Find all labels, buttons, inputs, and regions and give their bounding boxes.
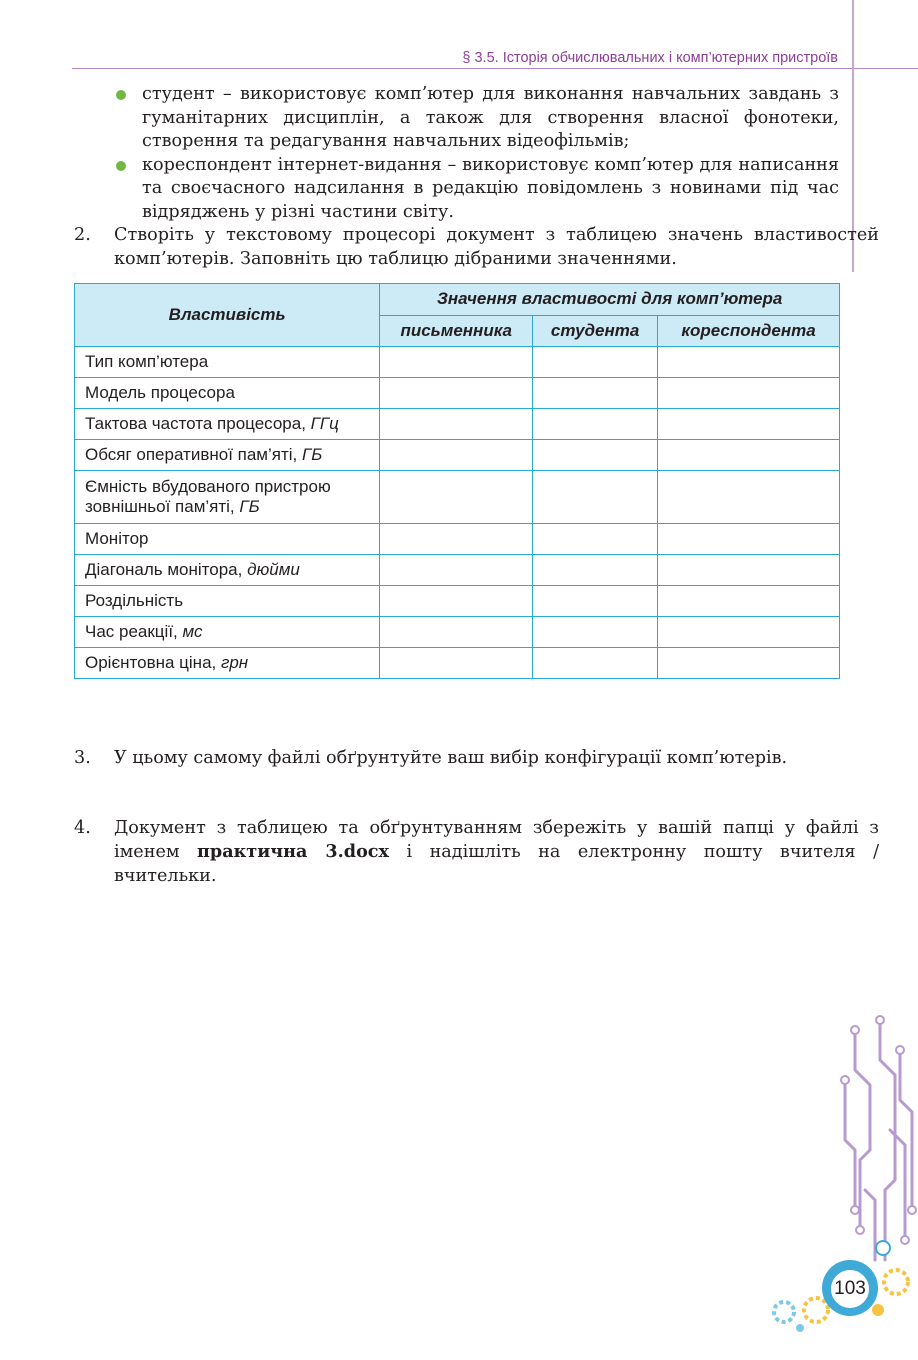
header-property: Властивість <box>75 284 380 347</box>
empty-cell <box>533 586 658 617</box>
empty-cell <box>658 440 840 471</box>
property-label: Монітор <box>75 524 380 555</box>
table-row <box>75 555 840 586</box>
empty-cell <box>533 409 658 440</box>
empty-cell <box>658 648 840 679</box>
property-label: Час реакції, мс <box>75 617 380 648</box>
empty-cell <box>533 524 658 555</box>
table-row <box>75 347 840 378</box>
empty-cell <box>380 555 533 586</box>
table-row <box>75 378 840 409</box>
step-text: У цьому самому файлі обґрунтуйте ваш вибір конфігурації комп’ютерів. <box>114 748 788 769</box>
bullet-text: кореспондент інтернет-видання – використовує комп’ютер для написання та своєчасного надсилання в редакцію повідомлень з новинами під час відряджень у різні частини світу. <box>142 154 839 222</box>
empty-cell <box>380 347 533 378</box>
properties-table <box>74 283 840 679</box>
property-label: Обсяг оперативної пам’яті, ГБ <box>75 440 380 471</box>
empty-cell <box>658 471 840 524</box>
table-row <box>75 471 840 524</box>
header-writer: письменника <box>380 315 533 347</box>
empty-cell <box>380 648 533 679</box>
empty-cell <box>533 378 658 409</box>
empty-cell <box>658 617 840 648</box>
empty-cell <box>658 409 840 440</box>
table-row <box>75 617 840 648</box>
empty-cell <box>658 378 840 409</box>
step-text-before: Документ з таблицею та обґрунтуванням збережіть у вашій папці у файлі з іменем <box>114 817 879 863</box>
page-number: 103 <box>828 1267 872 1311</box>
table-row <box>75 648 840 679</box>
empty-cell <box>380 524 533 555</box>
running-header: § 3.5. Історія обчислювальних і комп’ютерних пристроїв <box>462 50 838 66</box>
table-row <box>75 586 840 617</box>
file-name: практична 3.docx <box>197 841 390 863</box>
property-label: Ємність вбудованого пристрою зовнішньої пам’яті, ГБ <box>75 471 380 524</box>
header-correspondent: кореспондента <box>658 315 840 347</box>
property-label: Модель процесора <box>75 378 380 409</box>
bullet-dot <box>116 161 126 171</box>
header-group: Значення властивості для комп’ютера <box>380 284 840 316</box>
bullet-list <box>74 83 839 225</box>
empty-cell <box>380 471 533 524</box>
step-text-after: і надішліть на електронну пошту вчителя / вчительки. <box>114 842 880 886</box>
empty-cell <box>380 409 533 440</box>
empty-cell <box>380 378 533 409</box>
step-2 <box>74 224 879 271</box>
property-label: Тип комп’ютера <box>75 347 380 378</box>
empty-cell <box>658 555 840 586</box>
step-4 <box>74 817 879 889</box>
bullet-item <box>74 154 839 225</box>
step-number: 2. <box>74 225 91 245</box>
empty-cell <box>533 617 658 648</box>
step-3 <box>74 747 879 771</box>
table-row <box>75 440 840 471</box>
empty-cell <box>380 617 533 648</box>
empty-cell <box>533 471 658 524</box>
step-number: 3. <box>74 748 91 769</box>
empty-cell <box>658 347 840 378</box>
table-row <box>75 409 840 440</box>
property-label: Діагональ монітора, дюйми <box>75 555 380 586</box>
property-label: Тактова частота процесора, ГГц <box>75 409 380 440</box>
step-text: Створіть у текстовому процесорі документ з таблицею значень властивостей комп’ютерів. Заповніть цю таблицю дібраними значеннями. <box>114 225 879 269</box>
empty-cell <box>658 586 840 617</box>
header-rule <box>72 68 918 69</box>
empty-cell <box>533 555 658 586</box>
empty-cell <box>658 524 840 555</box>
bullet-item <box>74 83 839 154</box>
empty-cell <box>380 440 533 471</box>
empty-cell <box>533 347 658 378</box>
step-number: 4. <box>74 817 91 838</box>
table-row <box>75 524 840 555</box>
bullet-text: студент – використовує комп’ютер для виконання навчальних завдань з гуманітарних дисциплін, а також для створення власної фонотеки, створення та редагування навчальних відеофільмів; <box>142 84 839 152</box>
empty-cell <box>533 440 658 471</box>
header-student: студента <box>533 315 658 347</box>
property-label: Роздільність <box>75 586 380 617</box>
empty-cell <box>380 586 533 617</box>
bullet-dot <box>116 90 126 100</box>
property-label: Орієнтовна ціна, грн <box>75 648 380 679</box>
empty-cell <box>533 648 658 679</box>
